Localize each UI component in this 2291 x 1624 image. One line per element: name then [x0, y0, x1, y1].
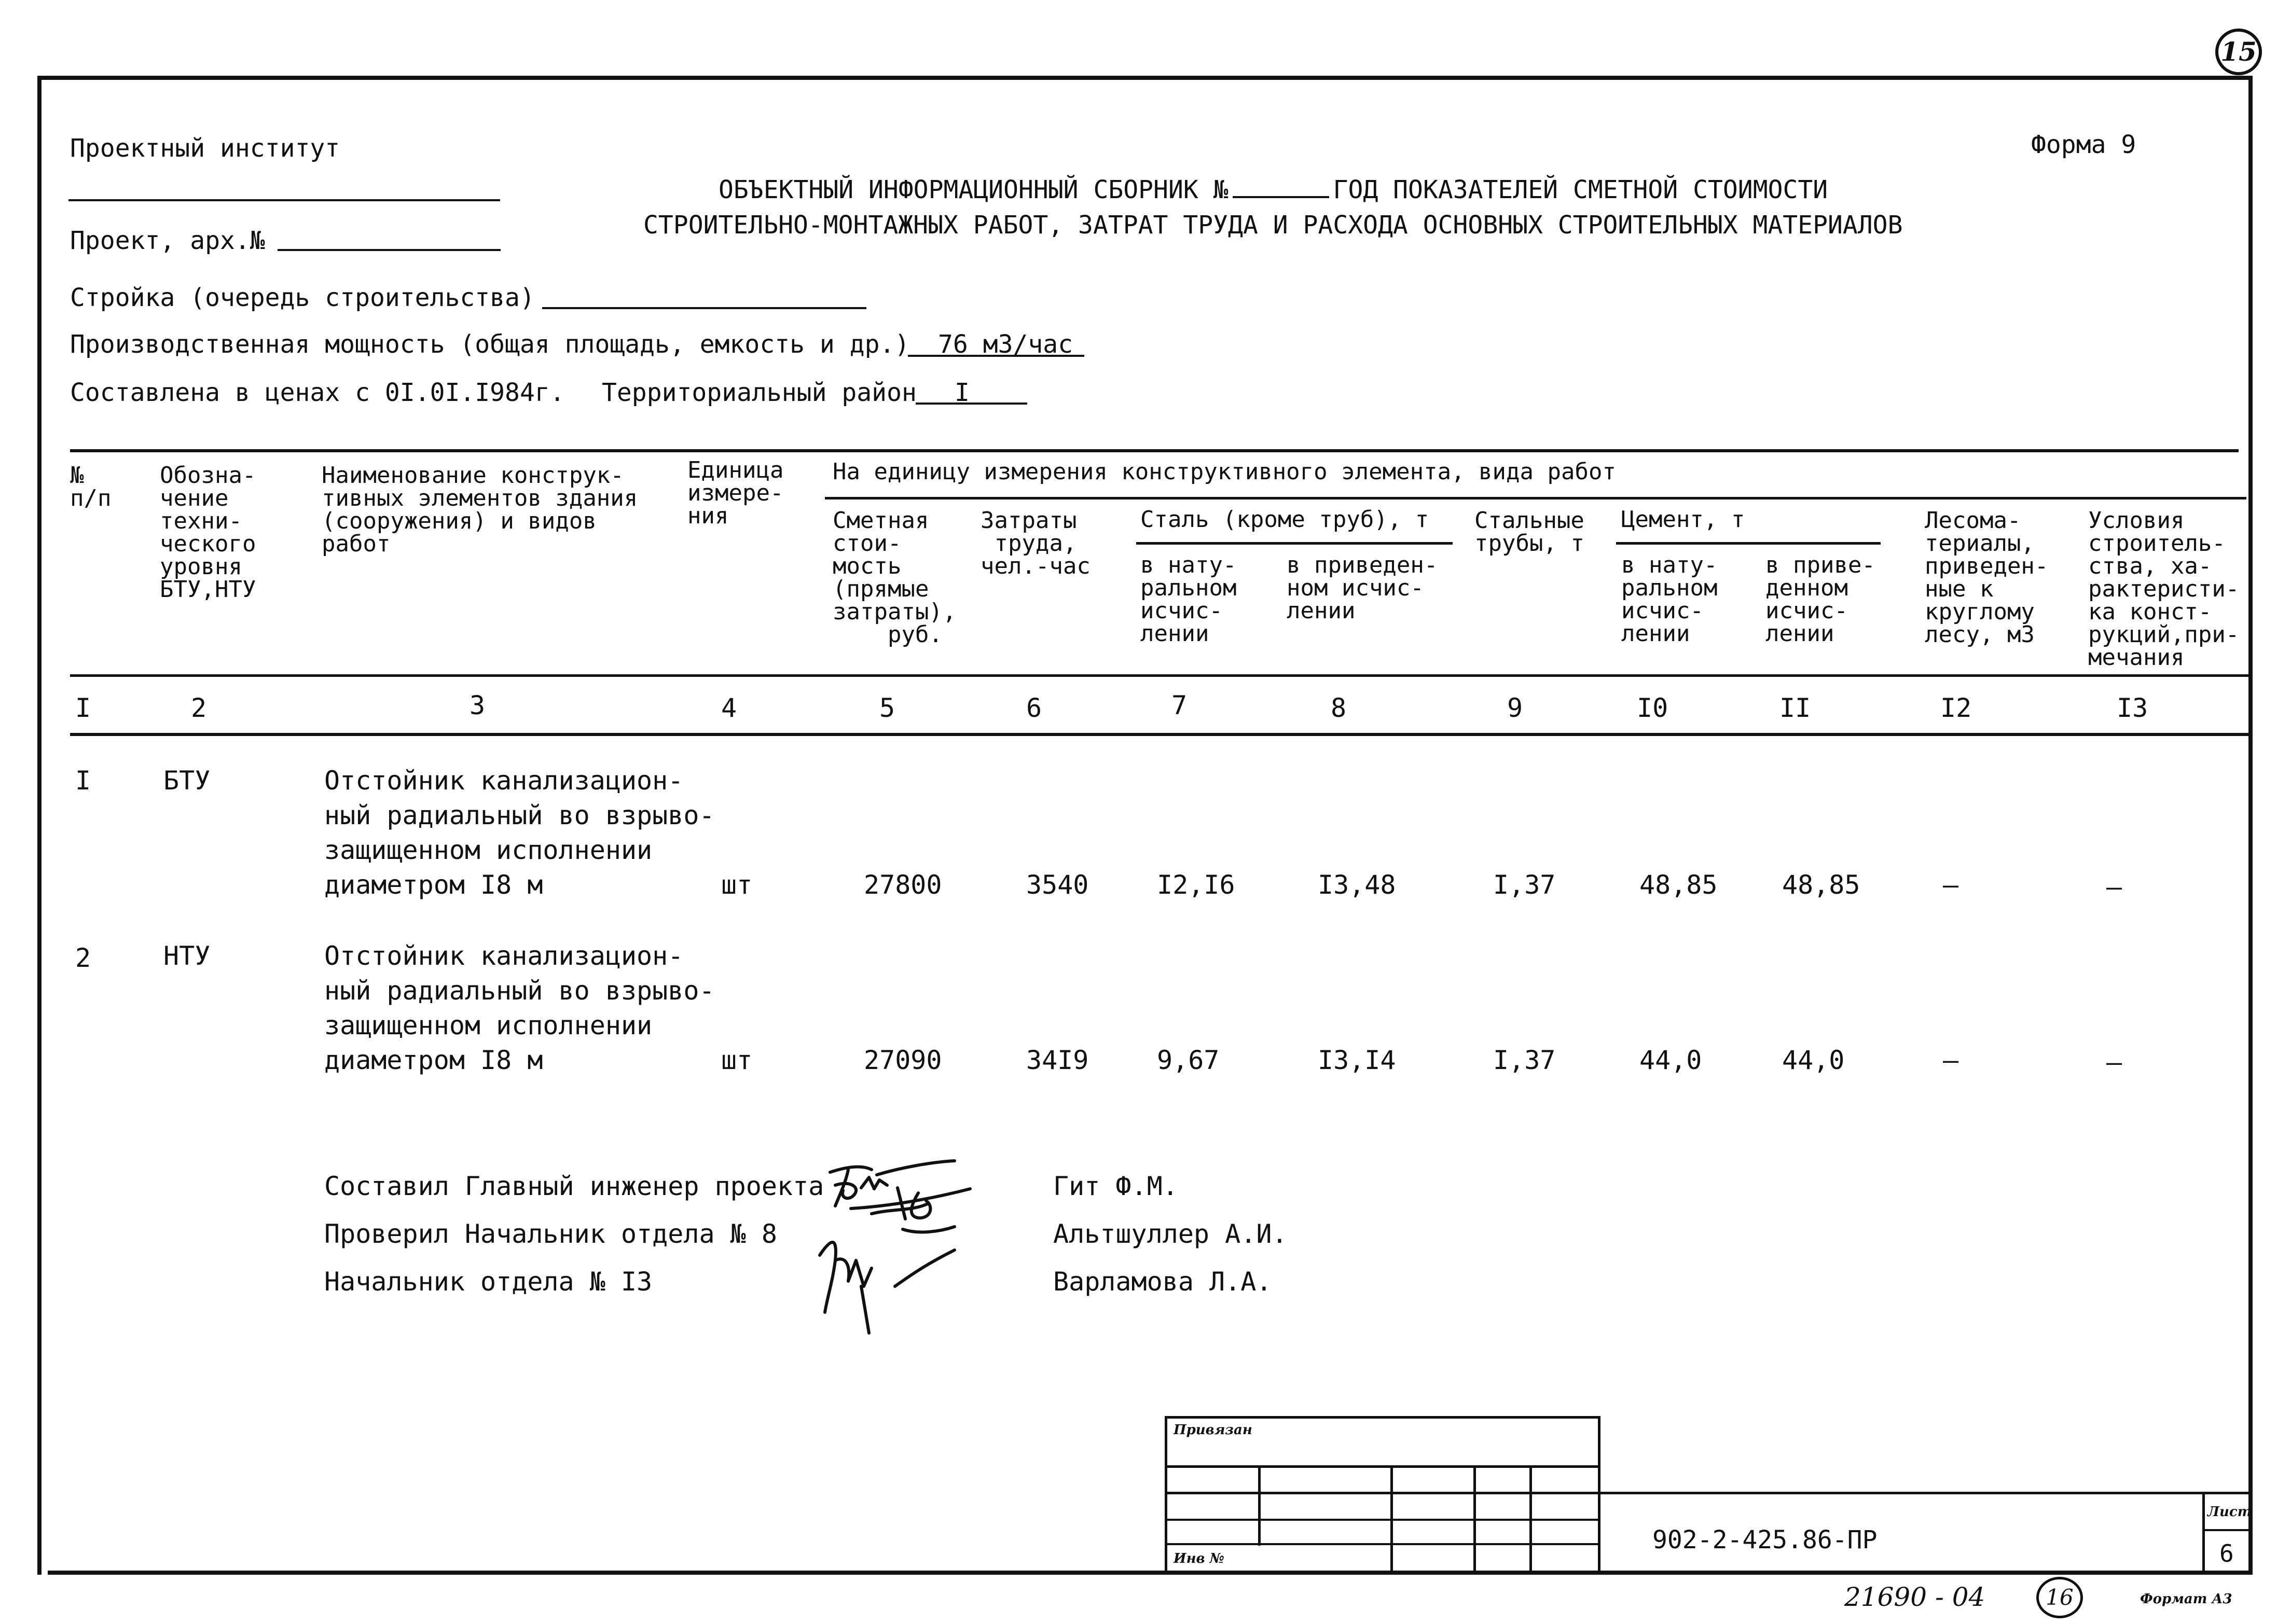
header-cement-group: Цемент, т [1621, 506, 1745, 533]
row-unit: шт [721, 1045, 753, 1075]
prices-label: Составлена в ценах с 0I.0I.I984г. [70, 378, 565, 407]
title-line1 [719, 177, 1828, 202]
composed-label: Составил Главный инженер проекта [324, 1171, 824, 1201]
title-line1-a: ОБЪЕКТНЫЙ ИНФОРМАЦИОННЫЙ СБОРНИК № [719, 175, 1229, 204]
row-steel-natural: 9,67 [1157, 1045, 1220, 1075]
row-name-line3: защищенном исполнении [324, 1010, 653, 1040]
institute-blank [68, 199, 500, 201]
row-name-line2: ный радиальный во взрыво- [324, 800, 715, 830]
row-cement-reduced: 48,85 [1782, 870, 1860, 900]
header-col13: Условия строитель- ства, ха- рактеристи- ка конст- рукций,при- мечания [2088, 507, 2240, 671]
stroika-blank [542, 307, 866, 309]
privyazan-label: Привязан [1174, 1422, 1252, 1438]
row-steel-reduced: I3,I4 [1318, 1045, 1396, 1075]
project-label: Проект, арх.№ [70, 226, 265, 255]
header-col9: Стальные трубы, т [1474, 507, 1584, 557]
colnum-8: 8 [1331, 693, 1347, 723]
header-col8: в приведен- ном исчис- лении [1287, 552, 1438, 624]
row-unit: шт [721, 870, 753, 900]
frame-left [37, 76, 42, 1575]
colnum-2: 2 [191, 693, 207, 723]
steel-rule [1136, 542, 1453, 545]
row-labor: 34I9 [1026, 1045, 1089, 1075]
stamp-list-vline [2202, 1492, 2205, 1572]
header-group: На единицу измерения конструктивного элемента, вида работ [833, 459, 1616, 485]
region-value: I [955, 378, 970, 407]
header-col5: Сметная стои- мость (прямые затраты), руб. [833, 507, 957, 648]
colnum-4: 4 [721, 693, 737, 723]
row-steel-pipes: I,37 [1493, 1045, 1556, 1075]
row-level: БТУ [163, 766, 211, 796]
row-steel-reduced: I3,48 [1318, 870, 1396, 900]
head-label: Начальник отдела № I3 [324, 1267, 653, 1297]
cement-rule [1616, 542, 1881, 545]
handwritten-signatures [799, 1157, 1027, 1349]
capacity-underline [908, 355, 1084, 357]
row-name-line4: диаметром I8 м [324, 1045, 543, 1075]
header-col4: Единица измере- ния [687, 457, 784, 529]
row-name-line1: Отстойник канализацион- [324, 766, 684, 796]
row-num: 2 [75, 943, 91, 973]
colnum-12: I2 [1940, 693, 1972, 723]
colnum-6: 6 [1026, 693, 1042, 723]
colnum-5: 5 [879, 693, 895, 723]
header-col3: Наименование конструк- тивных элементов здания (сооружения) и видов работ [322, 462, 638, 557]
capacity-label: Производственная мощность (общая площадь, емкость и др.) [70, 330, 910, 359]
circled-number [2036, 1577, 2083, 1618]
inv-label: Инв № [1174, 1551, 1224, 1566]
corner-page-mark-text: 15 [2220, 36, 2257, 67]
checked-label: Проверил Начальник отдела № 8 [324, 1219, 777, 1249]
header-col2: Обозна- чение техни- ческого уровня БТУ,НТУ [160, 462, 256, 603]
format-label: Формат А3 [2140, 1591, 2232, 1607]
stroika-label: Стройка (очередь строительства) [70, 283, 535, 312]
row-name-line3: защищенном исполнении [324, 835, 653, 865]
row-name-line2: ный радиальный во взрыво- [324, 976, 715, 1006]
row-cement-natural: 48,85 [1639, 870, 1718, 900]
stamp-vline-3 [1473, 1465, 1476, 1572]
stamp-line-1 [1165, 1465, 1600, 1468]
region-underline [916, 402, 1027, 405]
row-notes: – [2106, 872, 2122, 902]
row-timber: – [1943, 1045, 1959, 1075]
header-col10: в нату- ральном исчис- лении [1621, 552, 1718, 647]
stamp-line-2 [1165, 1492, 2249, 1494]
row-name-line4: диаметром I8 м [324, 870, 543, 900]
stamp-line-4 [1165, 1543, 1600, 1545]
composed-name: Гит Ф.М. [1053, 1171, 1178, 1201]
doc-code: 902-2-425.86-ПР [1652, 1525, 1878, 1554]
frame-bottom [48, 1571, 2253, 1575]
institute-label: Проектный институт [70, 134, 340, 163]
header-col1: № п/п [70, 462, 112, 511]
table-top-rule [70, 449, 2239, 452]
colnum-bottom-rule [70, 733, 2249, 736]
title-line2: СТРОИТЕЛЬНО-МОНТАЖНЫХ РАБОТ, ЗАТРАТ ТРУДА И РАСХОДА ОСНОВНЫХ СТРОИТЕЛЬНЫХ МАТЕРИАЛОВ [643, 211, 1903, 240]
title-line1-b: ГОД ПОКАЗАТЕЛЕЙ СМЕТНОЙ СТОИМОСТИ [1333, 175, 1828, 204]
row-cement-natural: 44,0 [1639, 1045, 1702, 1075]
stamp-vline-4 [1529, 1465, 1532, 1572]
header-col7: в нату- ральном исчис- лении [1140, 552, 1237, 647]
row-num: I [75, 766, 91, 796]
group-rule [825, 497, 2246, 499]
capacity-value: 76 м3/час [938, 330, 1073, 359]
header-col11: в приве- денном исчис- лении [1765, 552, 1875, 647]
head-name: Варламова Л.А. [1053, 1267, 1272, 1297]
colnum-13: I3 [2117, 693, 2148, 723]
row-name-line1: Отстойник канализацион- [324, 941, 684, 971]
project-blank [278, 249, 501, 251]
stamp-vline-1 [1258, 1465, 1261, 1546]
row-labor: 3540 [1026, 870, 1089, 900]
stamp-line-3 [1165, 1519, 1600, 1521]
handwritten-number: 21690 - 04 [1844, 1582, 1985, 1612]
row-notes: – [2106, 1047, 2122, 1077]
row-timber: – [1943, 870, 1959, 900]
row-cost: 27090 [864, 1045, 942, 1075]
row-steel-pipes: I,37 [1493, 870, 1556, 900]
row-cost: 27800 [864, 870, 942, 900]
collection-number-blank [1233, 196, 1329, 198]
stamp-vline-2 [1390, 1465, 1393, 1572]
header-steel-group: Сталь (кроме труб), т [1140, 506, 1429, 533]
row-cement-reduced: 44,0 [1782, 1045, 1845, 1075]
list-value: 6 [2219, 1539, 2234, 1567]
circled-number-text: 16 [2046, 1585, 2074, 1610]
forma-label: Форма 9 [2031, 130, 2136, 159]
frame-right [2248, 76, 2253, 1575]
header-col6: Затраты труда, чел.-час [981, 507, 1091, 579]
colnum-3: 3 [470, 690, 486, 720]
colnum-11: II [1779, 693, 1811, 723]
corner-page-mark [2215, 29, 2262, 75]
colnum-7: 7 [1171, 690, 1188, 720]
region-label: Территориальный район [602, 378, 917, 407]
checked-name: Альтшуллер А.И. [1053, 1219, 1288, 1249]
header-col12: Лесома- териалы, приведен- ные к круглому лесу, м3 [1925, 507, 2049, 648]
row-steel-natural: I2,I6 [1157, 870, 1235, 900]
colnum-10: I0 [1637, 693, 1668, 723]
row-level: НТУ [163, 941, 211, 971]
stamp-top [1165, 1416, 1600, 1419]
header-bottom-rule [70, 674, 2249, 677]
list-label: Лист [2207, 1504, 2252, 1520]
stamp-list-hline [2202, 1529, 2249, 1531]
colnum-1: I [75, 693, 91, 723]
frame-top [37, 76, 2253, 80]
colnum-9: 9 [1507, 693, 1523, 723]
